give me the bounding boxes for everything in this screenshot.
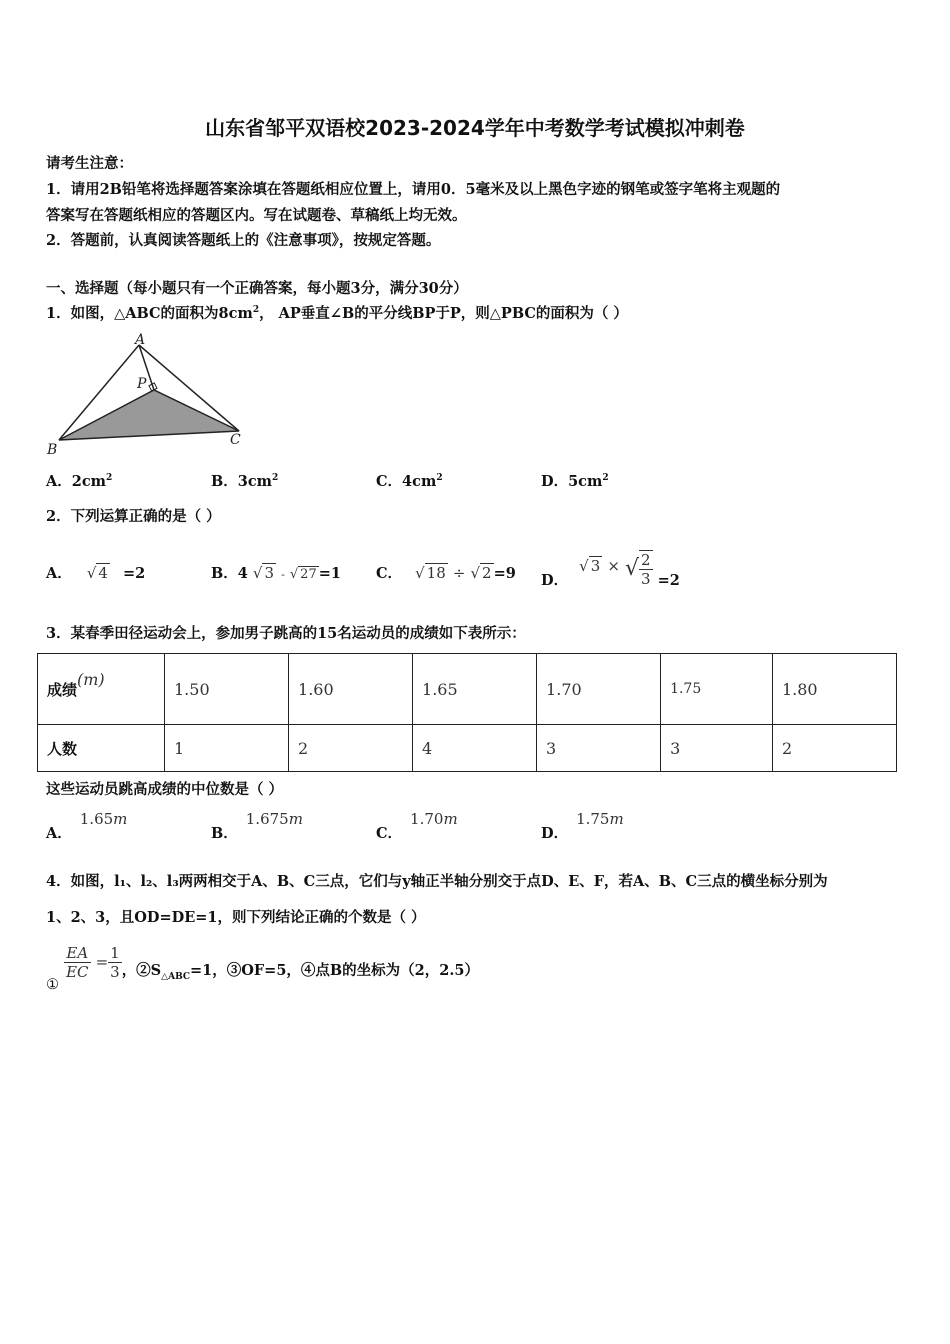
table-cell: 1: [165, 725, 289, 772]
q1-option-b[interactable]: B．$3cm^2$: [211, 473, 279, 490]
table-cell: 1.60: [289, 654, 413, 725]
table-cell: 2: [289, 725, 413, 772]
q2-stem: 2．下列运算正确的是（ ）: [46, 508, 221, 525]
q1-triangle-figure: [44, 330, 254, 460]
label-p: P: [137, 376, 147, 392]
q3-question: 这些运动员跳高成绩的中位数是（ ）: [46, 781, 284, 798]
q1-option-a[interactable]: A．$2cm^2$: [46, 473, 113, 490]
triangle-pbc: [59, 390, 239, 440]
q1-stem: 1．如图，△ABC的面积为$8cm^2$， AP垂直∠B的平分线BP于P，则△PBC的面积为（ ）: [46, 305, 628, 322]
q3-stem: 3．某春季田径运动会上，参加男子跳高的15名运动员的成绩如下表所示：: [46, 625, 526, 642]
q3-option-b[interactable]: B．1.675m: [211, 810, 303, 842]
notice-item-1-cont: 答案写在答题纸相应的答题区内。写在试题卷、草稿纸上均无效。: [46, 207, 467, 224]
table-cell: 4: [413, 725, 537, 772]
notice-heading: 请考生注意：: [46, 155, 133, 172]
notice-item-2: 2．答题前，认真阅读答题纸上的《注意事项》，按规定答题。: [46, 232, 441, 249]
q4-stem-line2: 1、2、3，且OD=DE=1，则下列结论正确的个数是（ ）: [46, 909, 426, 926]
scores-table: [37, 653, 897, 772]
q2-option-d[interactable]: D． √ 3 × √ $\frac{2}{3}$ =2: [541, 551, 680, 589]
table-cell: 1.80: [772, 654, 896, 725]
q3-option-a[interactable]: A．1.65m: [46, 810, 128, 842]
table-cell: 1.50: [165, 654, 289, 725]
q1-option-c[interactable]: C．$4cm^2$: [376, 473, 443, 490]
table-cell: 1.70: [537, 654, 661, 725]
row-head-score: 成绩(m): [38, 654, 165, 725]
q1-option-d[interactable]: D．$5cm^2$: [541, 473, 609, 490]
q3-option-c[interactable]: C．1.70m: [376, 810, 458, 842]
table-cell: 1.75: [661, 654, 773, 725]
table-cell: 3: [661, 725, 773, 772]
section-heading: 一、选择题（每小题只有一个正确答案，每小题3分，满分30分）: [46, 280, 468, 297]
q4-statements: ① $\frac{EA}{EC}$ = $\frac{1}{3}$ ，$②S_{\triangle ABC}=1$，③OF=5，④点B的坐标为（2，2.5）: [46, 944, 479, 993]
q2-option-b[interactable]: B．4 √ 3 - √ 27 =1: [211, 564, 341, 582]
table-row: [38, 725, 897, 772]
table-cell: 3: [537, 725, 661, 772]
page-title: 山东省邹平双语校2023-2024学年中考数学考试模拟冲刺卷: [205, 116, 745, 140]
q2-option-c[interactable]: C． √ 18 ÷ √ 2 =9: [376, 564, 516, 582]
q2-option-a[interactable]: A． √ 4 =2: [46, 564, 146, 582]
notice-item-1: 1．请用2B铅笔将选择题答案涂填在答题纸相应位置上，请用0．5毫米及以上黑色字迹的钢笔或签字笔将主观题的: [46, 181, 781, 198]
table-cell: 2: [772, 725, 896, 772]
table-row: [38, 654, 897, 725]
table-cell: 1.65: [413, 654, 537, 725]
row-head-count: 人数: [38, 725, 165, 772]
q4-stem-line1: 4．如图，l₁、l₂、l₃两两相交于A、B、C三点，它们与y轴正半轴分别交于点D、E、F，若A、B、C三点的横坐标分别为: [46, 873, 828, 890]
q3-option-d[interactable]: D．1.75m: [541, 810, 624, 842]
label-a: A: [135, 332, 146, 348]
label-c: C: [230, 432, 241, 448]
label-b: B: [47, 442, 58, 458]
